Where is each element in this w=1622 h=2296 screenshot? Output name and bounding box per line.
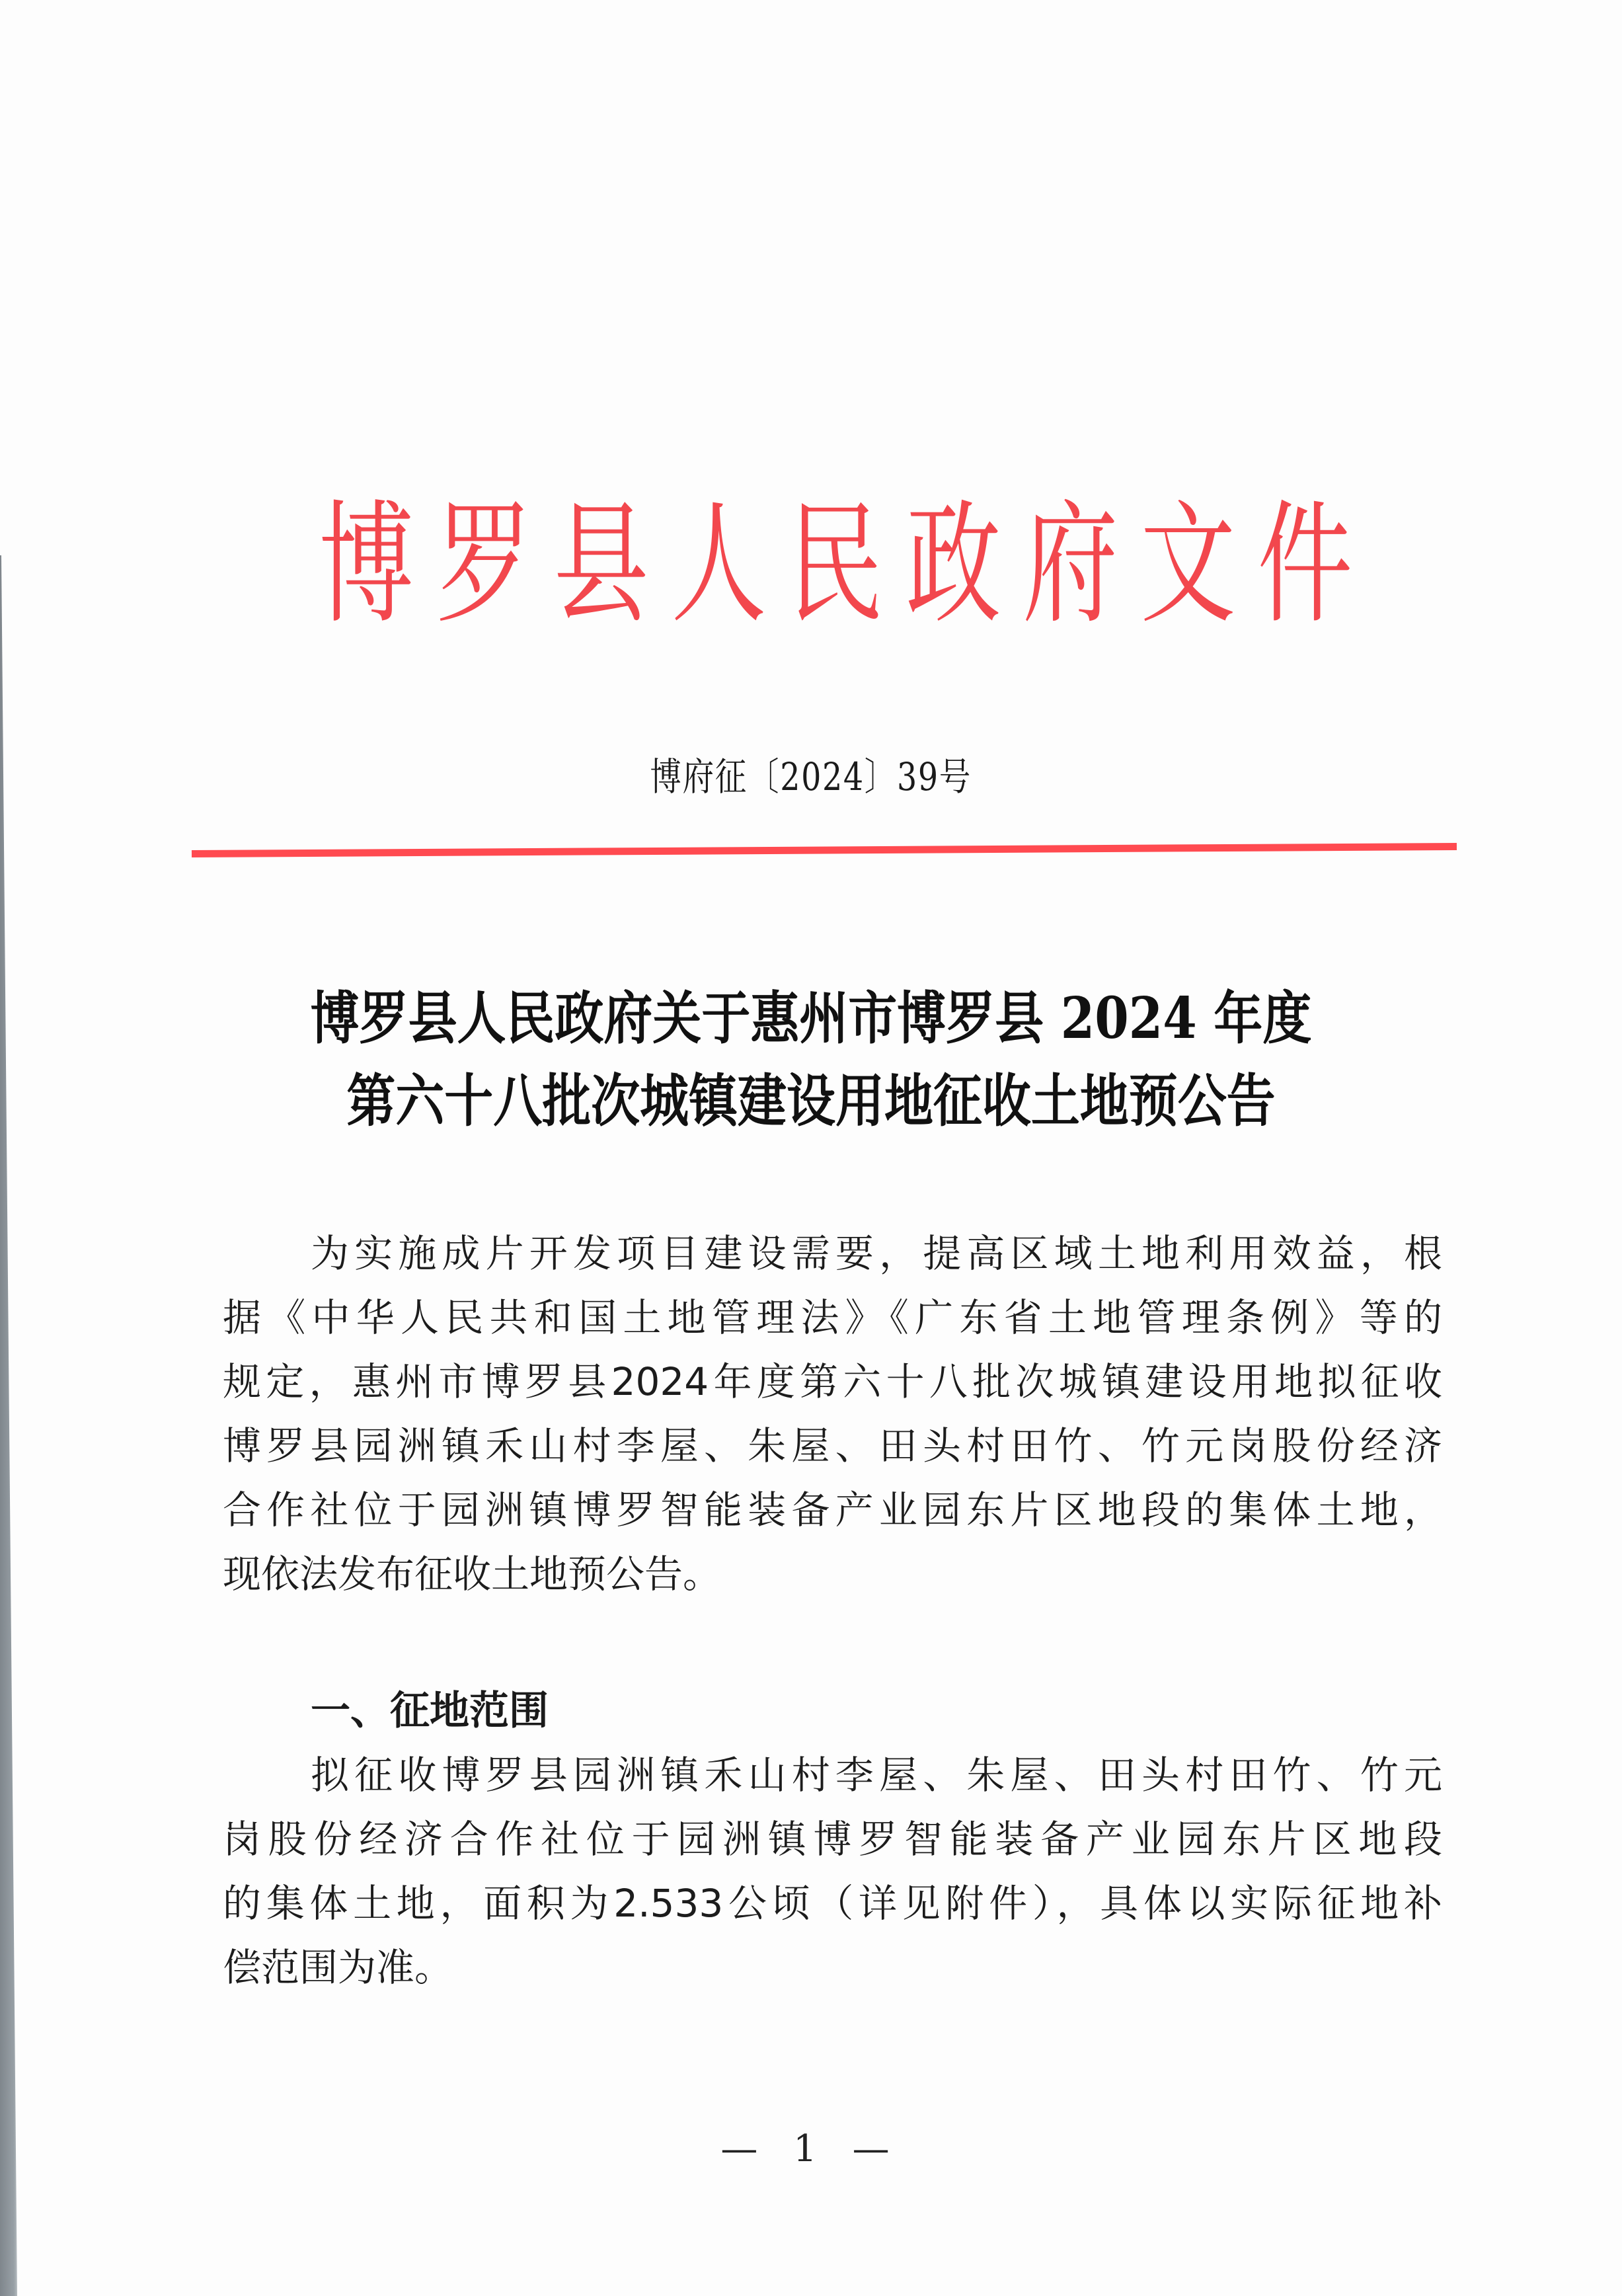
paragraph-line: 现依法发布征收土地预公告。 (223, 1552, 722, 1597)
paragraph-line: 的集体土地，面积为2.533公顷（详见附件），具体以实际征地补 (223, 1881, 1442, 1926)
paragraph-line: 岗股份经济合作社位于园洲镇博罗智能装备产业园东片区地段 (223, 1817, 1442, 1862)
banner-char: 县 (553, 488, 649, 642)
paragraph-line: 规定，惠州市博罗县2024年度第六十八批次城镇建设用地拟征收 (223, 1359, 1442, 1404)
document-number-text: 博府征〔2024〕39号 (650, 754, 972, 799)
paragraph-line: 拟征收博罗县园洲镇禾山村李屋、朱屋、田头村田竹、竹元 (311, 1753, 1442, 1798)
issuer-banner (304, 486, 1353, 645)
section-heading-land-scope: 一、征地范围 (311, 1688, 549, 1734)
banner-char: 博 (319, 488, 414, 642)
section1-paragraph (223, 1743, 1442, 2000)
paragraph-line: 合作社位于园洲镇博罗智能装备产业园东片区地段的集体土地， (223, 1487, 1442, 1532)
banner-char: 文 (1139, 488, 1235, 642)
paragraph-line: 偿范围为准。 (223, 1945, 453, 1990)
page-number: — 1 — (720, 2127, 902, 2170)
paragraph-line: 博罗县园洲镇禾山村李屋、朱屋、田头村田竹、竹元岗股份经济 (223, 1423, 1442, 1468)
paragraph-line: 据《中华人民共和国土地管理法》《广东省土地管理条例》等的 (223, 1295, 1442, 1340)
banner-char: 人 (670, 488, 766, 642)
banner-char: 府 (1023, 488, 1118, 642)
title-line-1: 博罗县人民政府关于惠州市博罗县 2024 年度 (310, 985, 1312, 1052)
paragraph-line: 为实施成片开发项目建设需要，提高区域土地利用效益，根 (311, 1231, 1442, 1276)
banner-char: 件 (1257, 488, 1353, 642)
document-title (0, 977, 1622, 1142)
banner-char: 民 (788, 488, 884, 642)
banner-char: 政 (905, 488, 1001, 642)
title-line-2: 第六十八批次城镇建设用地征收土地预公告 (346, 1068, 1276, 1134)
document-number (0, 746, 1622, 801)
intro-paragraph (223, 1222, 1442, 1606)
red-separator-rule (192, 843, 1457, 857)
banner-char: 罗 (436, 488, 531, 642)
